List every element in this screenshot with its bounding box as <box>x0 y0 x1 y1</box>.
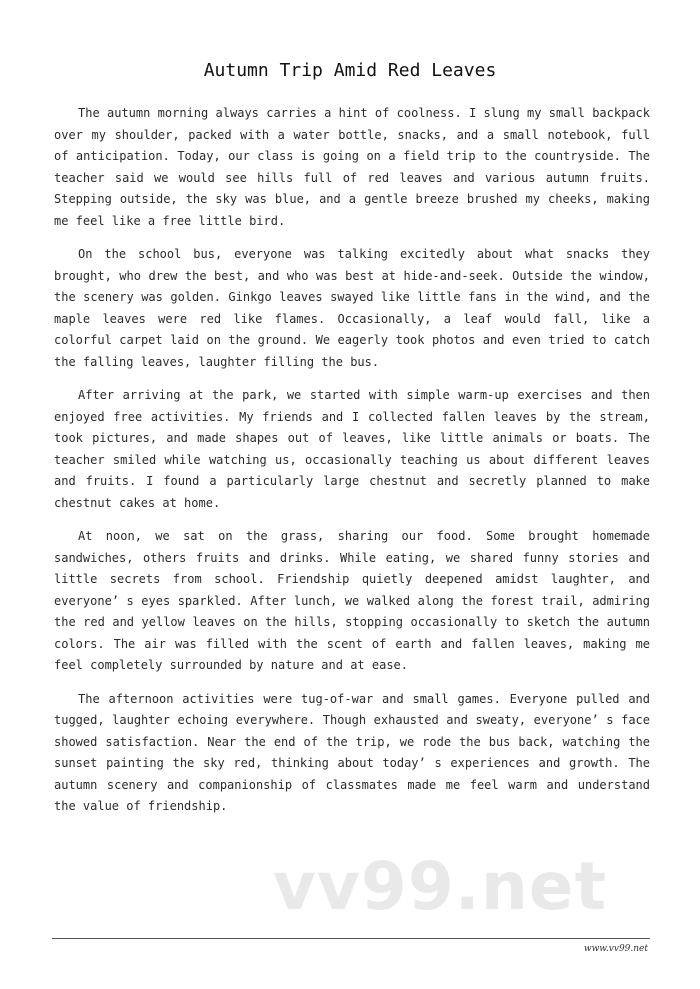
paragraph-4: At noon, we sat on the grass, sharing our food. Some brought homemade sandwiches, others fruits and drinks. While eating, we shared funny stories and little secrets from school. Friendship quietly deepened amidst laughter, and everyone’ s eyes sparkled. After lunch, we walked along the forest trail, admiring the red and yellow leaves on the hills, stopping occasionally to sketch the autumn colors. The air was filled with the scent of earth and fallen leaves, making me feel completely surrounded by nature and at ease. <box>54 529 650 672</box>
paragraph-3: After arriving at the park, we started with simple warm-up exercises and then enjoyed free activities. My friends and I collected fallen leaves by the stream, took pictures, and made shapes out of leaves, like little animals or boats. The teacher smiled while watching us, occasionally teaching us about different leaves and fruits. I found a particularly large chestnut and secretly planned to make chestnut cakes at home. <box>54 388 650 510</box>
footer-divider <box>52 938 650 939</box>
paragraph-5: The afternoon activities were tug-of-war and small games. Everyone pulled and tugged, laughter echoing everywhere. Though exhausted and sweaty, everyone’ s face showed satisfaction. Near the end of the trip, we rode the bus back, watching the sunset painting the sky red, thinking about today’ s experiences and growth. The autumn scenery and companionship of classmates made me feel warm and understand the value of friendship. <box>54 691 650 813</box>
paragraph-1: The autumn morning always carries a hint of coolness. I slung my small backpack over my shoulder, packed with a water bottle, snacks, and a small notebook, full of anticipation. Today, our class is going on a field trip to the countryside. The teacher said we would see hills full of red leaves and various autumn fruits. Stepping outside, the sky was blue, and a gentle breeze brushed my cheeks, making me feel like a free little bird. <box>54 106 650 228</box>
essay-body <box>54 103 650 830</box>
footer-url[interactable]: www.vv99.net <box>583 944 648 954</box>
paragraph-2: On the school bus, everyone was talking excitedly about what snacks they brought, who drew the best, and who was best at hide-and-seek. Outside the window, the scenery was golden. Ginkgo leaves swayed like little fans in the wind, and the maple leaves were red like flames. Occasionally, a leaf would fall, like a colorful carpet laid on the ground. We eagerly took photos and even tried to catch the falling leaves, laughter filling the bus. <box>54 247 650 369</box>
watermark-text: vv99.net <box>272 848 608 925</box>
page-title: Autumn Trip Amid Red Leaves <box>203 60 497 81</box>
